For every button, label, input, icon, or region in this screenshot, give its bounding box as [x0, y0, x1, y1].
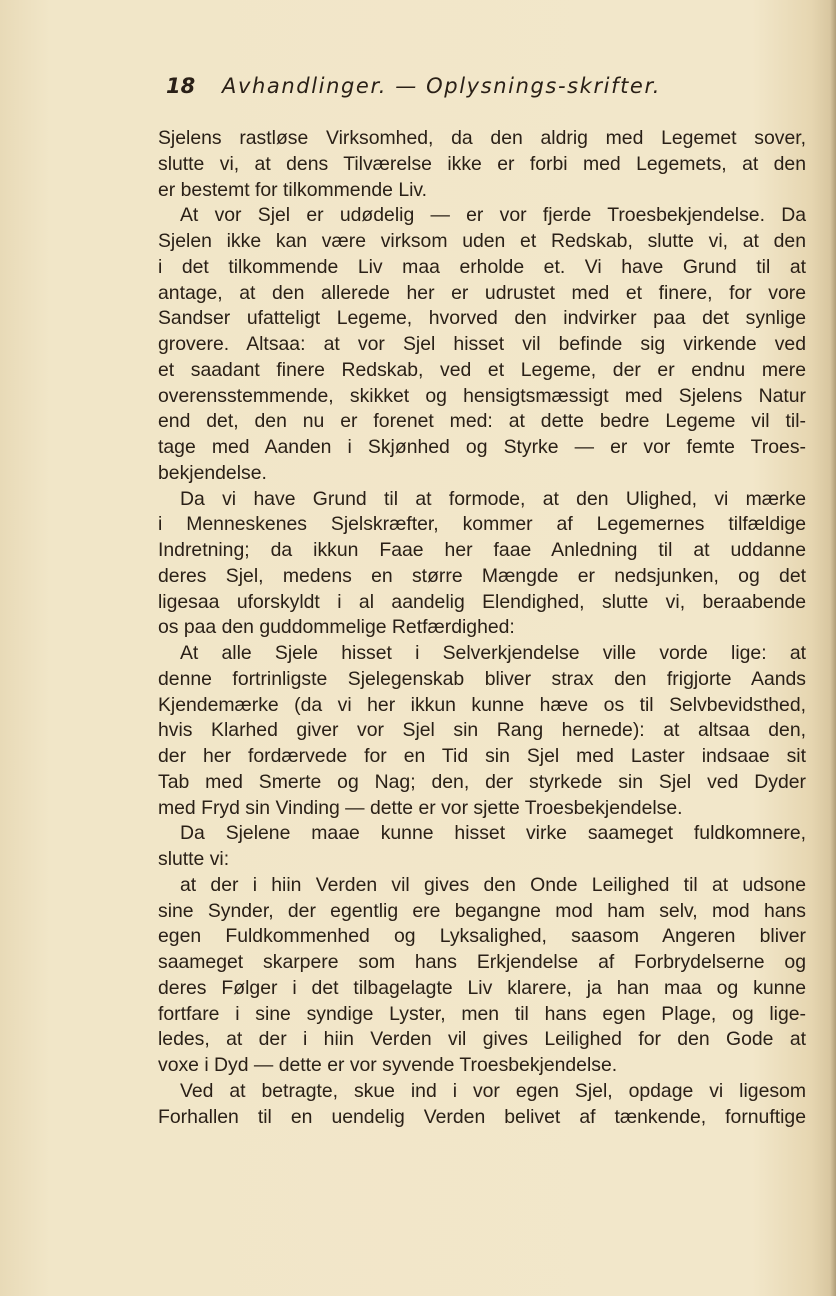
text-line: i det tilkommende Liv maa erholde et. Vi have Grund til at	[158, 255, 806, 278]
running-head: Avhandlinger. — Oplysnings-skrifter.	[222, 74, 662, 98]
text-line: voxe i Dyd — dette er vor syvende Troesbekjendelse.	[158, 1054, 618, 1076]
text-line: slutte vi, at dens Tilværelse ikke er forbi med Legemets, at den	[158, 152, 806, 175]
text-line: med Fryd sin Vinding — dette er vor sjette Troesbekjendelse.	[158, 796, 683, 819]
page-edge-shadow	[830, 0, 836, 1296]
page-number: 18	[166, 74, 196, 98]
page-header	[166, 74, 806, 108]
text-line: bekjendelse.	[158, 461, 267, 484]
text-line: end det, den nu er forenet med: at dette bedre Legeme vil til-	[158, 410, 806, 433]
text-line: Sjelens rastløse Virksomhed, da den aldrig med Legemet sover,	[158, 127, 806, 149]
text-line: grovere. Altsaa: at vor Sjel hisset vil befinde sig virkende ved	[158, 333, 806, 355]
text-line: i Menneskenes Sjelskræfter, kommer af Legemernes tilfældige	[158, 513, 806, 536]
text-line: Tab med Smerte og Nag; den, der styrkede sin Sjel ved Dyder	[158, 770, 806, 793]
text-line: Da vi have Grund til at formode, at den Ulighed, vi mærke	[180, 487, 806, 510]
text-line: overensstemmende, skikket og hensigtsmæssigt med Sjelens Natur	[158, 384, 806, 407]
text-line: at der i hiin Verden vil gives den Onde Leilighed til at udsone	[180, 873, 806, 896]
text-line: Sandser ufatteligt Legeme, hvorved den indvirker paa det synlige	[158, 307, 806, 330]
text-line: deres Følger i det tilbagelagte Liv klarere, ja han maa og kunne	[158, 976, 806, 999]
text-line: Sjelen ikke kan være virksom uden et Redskab, slutte vi, at den	[158, 230, 806, 252]
text-line: sine Synder, der egentlig ere begangne mod ham selv, mod hans	[158, 899, 806, 922]
text-line: At vor Sjel er udødelig — er vor fjerde Troesbekjendelse. Da	[180, 204, 806, 227]
text-line: ledes, at der i hiin Verden vil gives Leilighed for den Gode at	[158, 1028, 806, 1051]
text-line: fortfare i sine syndige Lyster, men til hans egen Plage, og lige-	[158, 1002, 806, 1025]
text-line: der her fordærvede for en Tid sin Sjel med Laster indsaae sit	[158, 745, 806, 767]
text-line: os paa den guddommelige Retfærdighed:	[158, 616, 515, 639]
text-line: slutte vi:	[158, 848, 230, 870]
text-line: Indretning; da ikkun Faae her faae Anledning til at uddanne	[158, 539, 806, 561]
text-line: ligesaa uforskyldt i al aandelig Elendighed, slutte vi, beraabende	[158, 590, 806, 613]
text-line: Forhallen til en uendelig Verden belivet af tænkende, fornuftige	[158, 1105, 806, 1128]
text-line: Da Sjelene maae kunne hisset virke saameget fuldkomnere,	[180, 822, 806, 845]
text-line: Ved at betragte, skue ind i vor egen Sjel, opdage vi ligesom	[180, 1079, 806, 1102]
text-line: At alle Sjele hisset i Selverkjendelse ville vorde lige: at	[180, 642, 806, 664]
text-line: hvis Klarhed giver vor Sjel sin Rang hernede): at altsaa den,	[158, 719, 806, 742]
text-line: Kjendemærke (da vi her ikkun kunne hæve os til Selvbevidsthed,	[158, 693, 806, 716]
text-line: egen Fuldkommenhed og Lyksalighed, saasom Angeren bliver	[158, 925, 806, 948]
text-line: saameget skarpere som hans Erkjendelse af Forbrydelserne og	[158, 951, 806, 973]
text-line: deres Sjel, medens en større Mængde er nedsjunken, og det	[158, 564, 806, 587]
text-line: tage med Aanden i Skjønhed og Styrke — er vor femte Troes-	[158, 436, 806, 458]
text-line: denne fortrinligste Sjelegenskab bliver strax den frigjorte Aands	[158, 667, 806, 690]
text-line: er bestemt for tilkommende Liv.	[158, 178, 428, 201]
text-line: et saadant finere Redskab, ved et Legeme, der er endnu mere	[158, 358, 806, 381]
body-text	[158, 126, 806, 1130]
text-line: antage, at den allerede her er udrustet med et finere, for vore	[158, 281, 806, 304]
